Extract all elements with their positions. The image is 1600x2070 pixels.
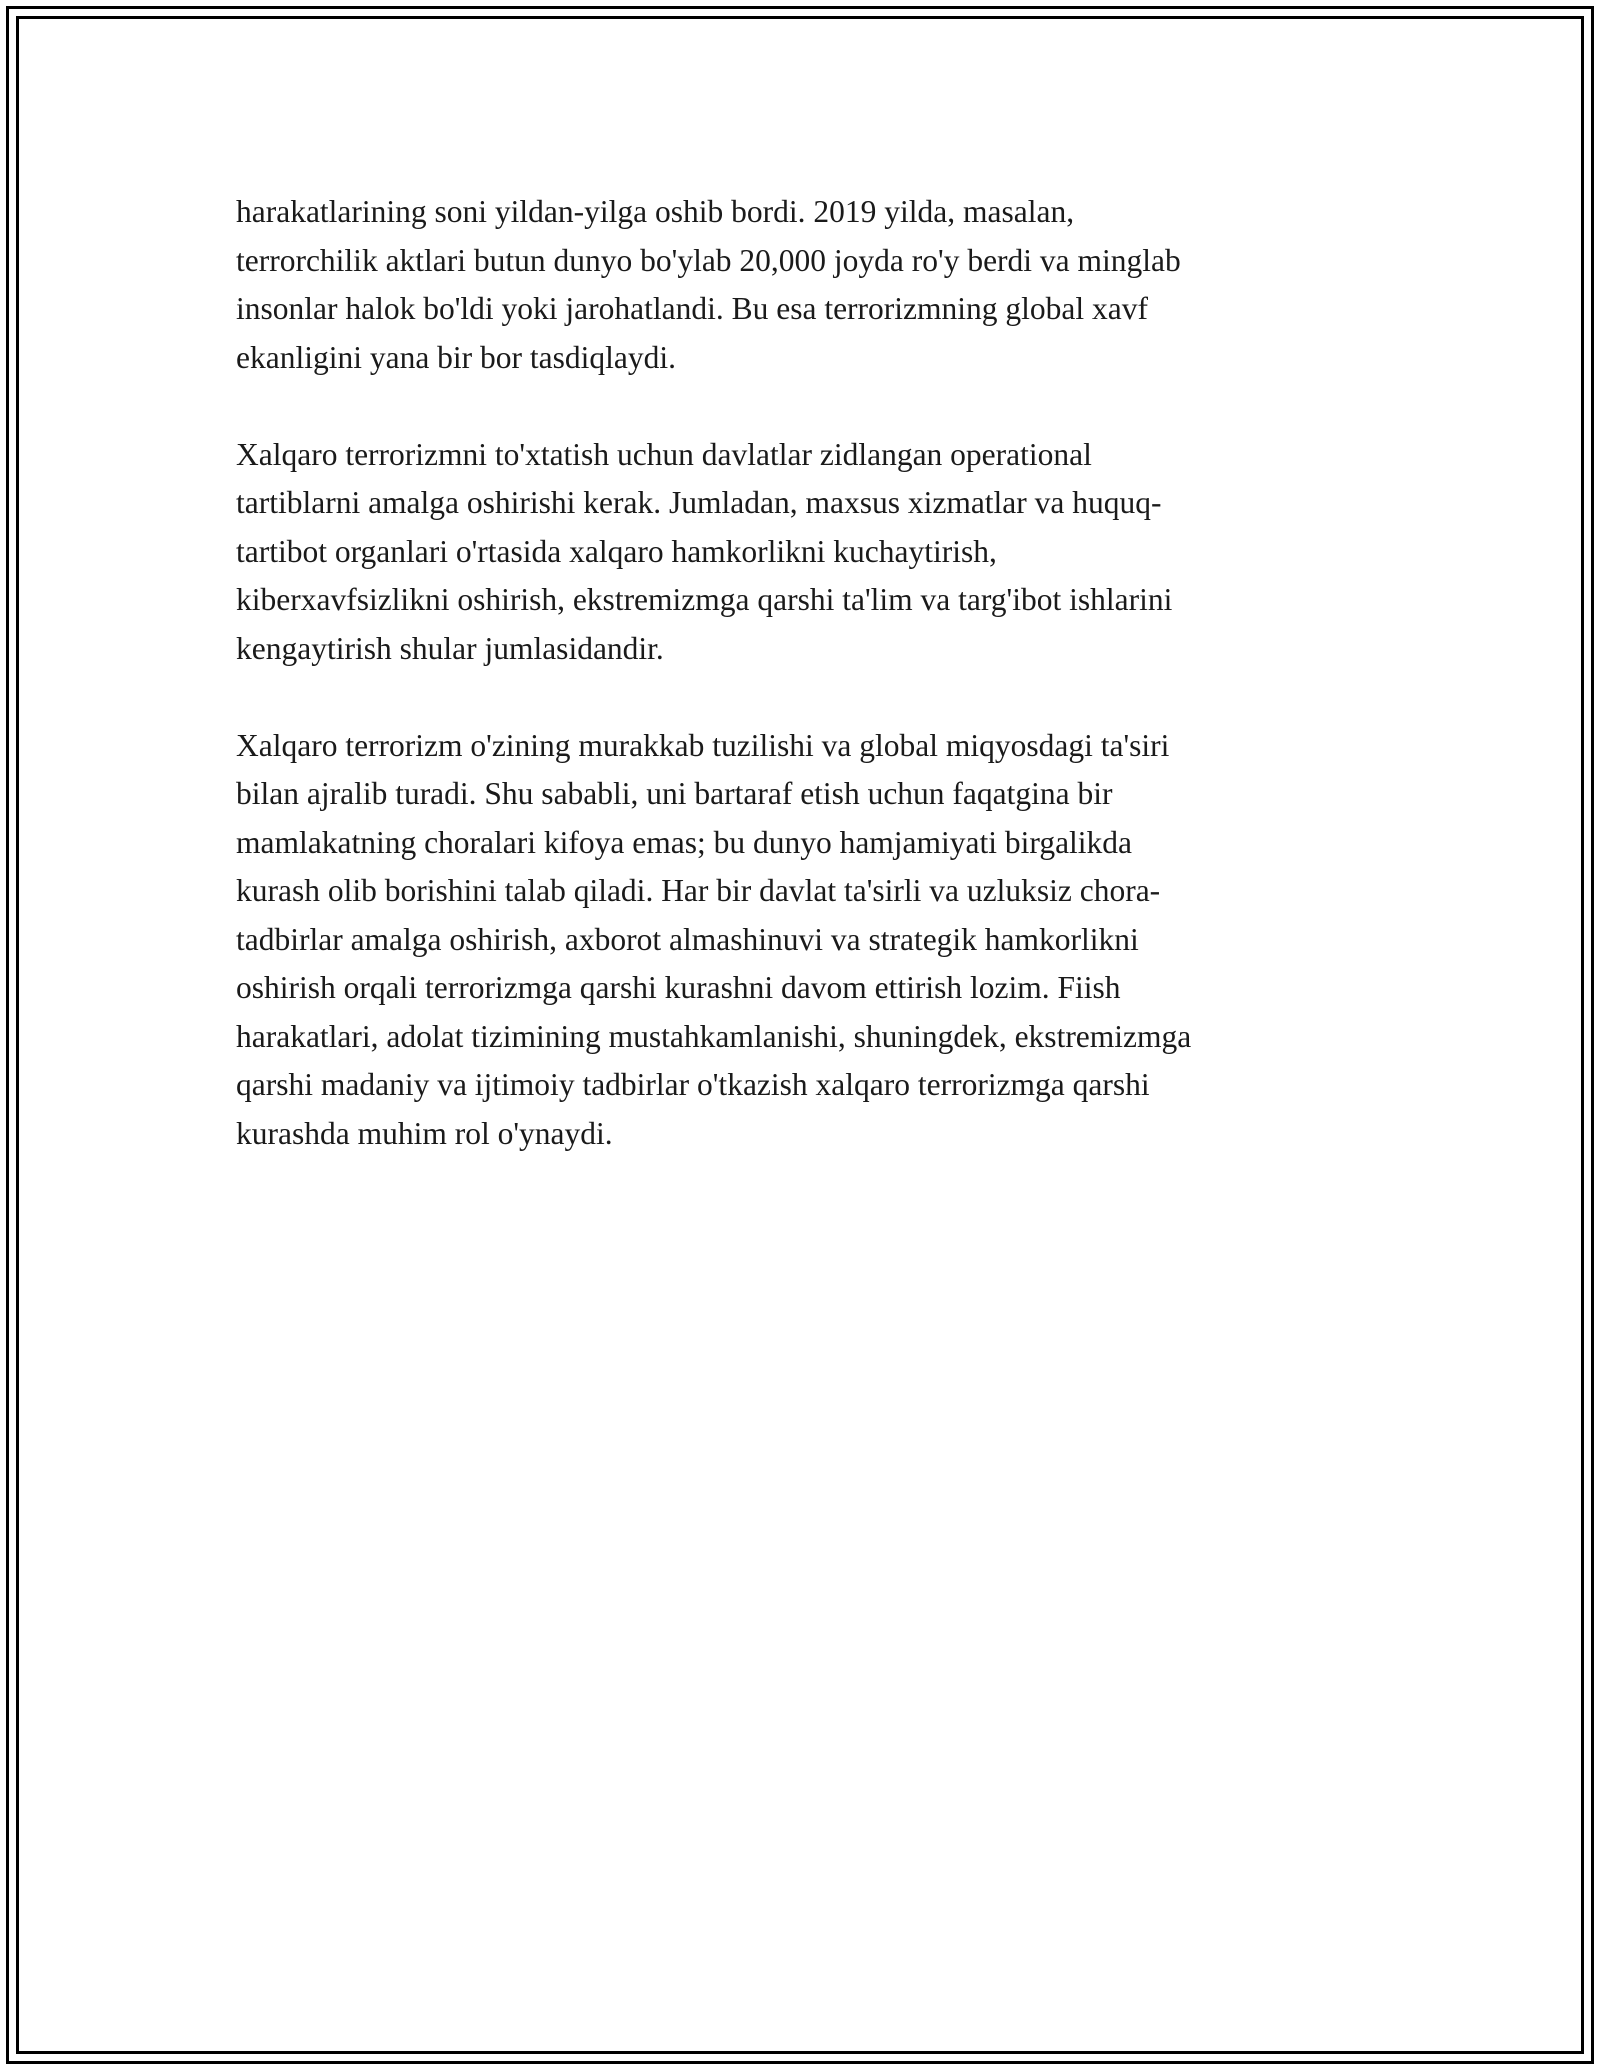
document-body (236, 188, 1356, 1207)
paragraph-3: Xalqaro terrorizm o'zining murakkab tuzilishi va global miqyosdagi ta'siri bilan ajralib turadi. Shu sababli, uni bartaraf etish uchun faqatgina bir mamlakatning choralari kifoya emas; bu dunyo hamjamiyati birgalikda kurash olib borishini talab qiladi. Har bir davlat ta'sirli va uzluksiz chora- tadbirlar amalga oshirish, axborot almashinuvi va strategik hamkorlikni oshirish orqali terrorizmga qarshi kurashni davom ettirish lozim. Fiish harakatlari, adolat tizimining mustahkamlanishi, shuningdek, ekstremizmga qarshi madaniy va ijtimoiy tadbirlar o'tkazish xalqaro terrorizmga qarshi kurashda muhim rol o'ynaydi. (236, 727, 1192, 1151)
paragraph-2: Xalqaro terrorizmni to'xtatish uchun davlatlar zidlangan operational tartiblarni amalga oshirishi kerak. Jumladan, maxsus xizmatlar va huquq- tartibot organlari o'rtasida xalqaro hamkorlikni kuchaytirish, kiberxavfsizlikni oshirish, ekstremizmga qarshi ta'lim va targ'ibot ishlarini kengaytirish shular jumlasidandir. (236, 436, 1173, 666)
paragraph-1: harakatlarining soni yildan-yilga oshib bordi. 2019 yilda, masalan, terrorchilik aktlari butun dunyo bo'ylab 20,000 joyda ro'y berdi va minglab insonlar halok bo'ldi yoki jarohatlandi. Bu esa terrorizmning global xavf ekanligini yana bir bor tasdiqlaydi. (236, 194, 1181, 375)
